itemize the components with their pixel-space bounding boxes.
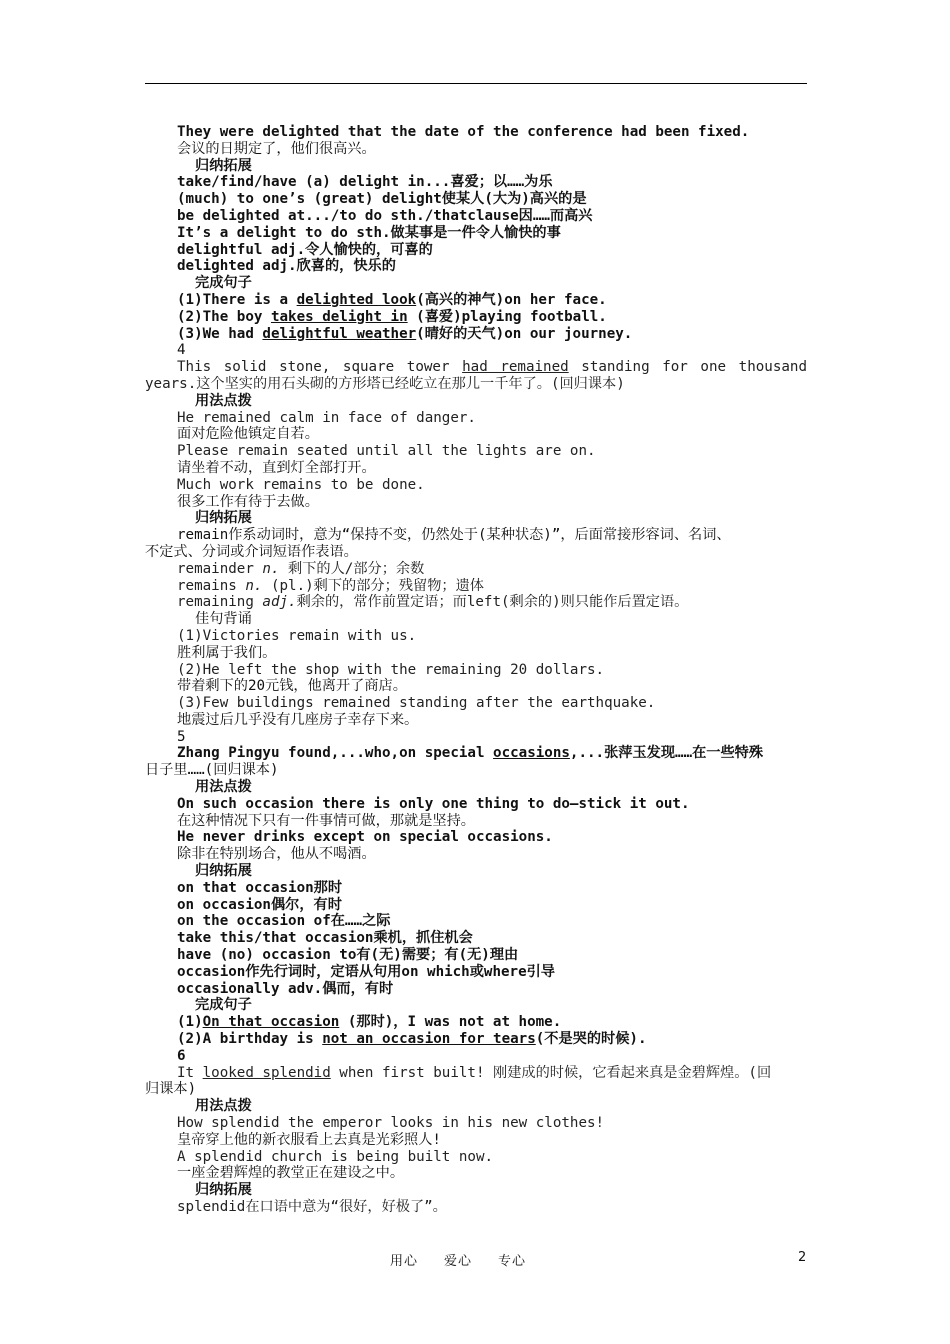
word-entry: remainder n. 剩下的人/部分；余数: [177, 560, 425, 577]
exercise-line: (2)A birthday is not an occasion for tears(不是哭的时候).: [177, 1031, 647, 1048]
footer-motto: [390, 1250, 552, 1269]
usage-line: 一座金碧辉煌的教堂正在建设之中。: [177, 1165, 405, 1182]
summary-heading: 归纳拓展: [195, 1182, 252, 1199]
word-entry: remains n. (pl.)剩下的部分；残留物；遗体: [177, 577, 484, 594]
summary-line: have (no) occasion to有(无)需要；有(无)理由: [177, 947, 519, 964]
summary-line: delightful adj.令人愉快的，可喜的: [177, 241, 433, 258]
memo-line: 胜利属于我们。: [177, 644, 277, 661]
memo-heading: 佳句背诵: [195, 611, 252, 628]
usage-line: 在这种情况下只有一件事情可做，那就是坚持。: [177, 812, 475, 829]
usage-line: He remained calm in face of danger.: [177, 409, 476, 426]
usage-line: 皇帝穿上他的新衣服看上去真是光彩照人!: [177, 1131, 441, 1148]
summary-heading: 归纳拓展: [195, 863, 252, 880]
exercise-line: (1)There is a delighted look(高兴的神气)on her face.: [177, 291, 607, 308]
example-translation: 会议的日期定了，他们很高兴。: [177, 140, 376, 157]
footer-word: 爱心: [444, 1254, 473, 1269]
lead-sentence-cont: 归课本): [145, 1081, 197, 1098]
memo-line: (1)Victories remain with us.: [177, 627, 417, 644]
summary-line: occasion作先行词时，定语从句用on which或where引导: [177, 963, 555, 980]
usage-line: He never drinks except on special occasions.: [177, 829, 553, 846]
answer-blank: had remained: [462, 359, 569, 376]
answer-blank: looked splendid: [202, 1064, 331, 1081]
document-body: [145, 124, 807, 1216]
summary-line: be delighted at.../to do sth./thatclause因……而高兴: [177, 207, 593, 224]
usage-line: On such occasion there is only one thing to do—stick it out.: [177, 795, 690, 812]
section-number: 4: [177, 342, 186, 359]
usage-line: How splendid the emperor looks in his new clothes!: [177, 1115, 605, 1132]
usage-heading: 用法点拨: [195, 1098, 252, 1115]
lead-sentence-cont: years.这个坚实的用石头砌的方形塔已经屹立在那儿一千年了。(回归课本): [145, 375, 625, 392]
complete-heading: 完成句子: [195, 275, 252, 292]
section-number: 6: [177, 1047, 186, 1064]
summary-line: occasionally adv.偶而，有时: [177, 980, 394, 997]
summary-line: on occasion偶尔，有时: [177, 896, 342, 913]
summary-line: splendid在口语中意为“很好，好极了”。: [177, 1199, 447, 1215]
answer-blank: not an occasion for tears: [322, 1031, 536, 1048]
answer-blank: On that occasion: [202, 1014, 340, 1031]
summary-paragraph: remain作系动词时，意为“保持不变，仍然处于(某种状态)”，后面常接形容词、名词、: [177, 527, 731, 544]
lead-sentence-cont: 日子里……(回归课本): [145, 762, 279, 779]
memo-line: 地震过后几乎没有几座房子幸存下来。: [177, 711, 419, 728]
usage-line: Please remain seated until all the lights are on.: [177, 443, 596, 460]
section-number: 5: [177, 728, 186, 745]
lead-sentence: Zhang Pingyu found,...who,on special occasions,...张萍玉发现……在一些特殊: [177, 745, 764, 762]
page-number: 2: [798, 1250, 807, 1265]
summary-line: delighted adj.欣喜的，快乐的: [177, 258, 396, 275]
usage-line: 面对危险他镇定自若。: [177, 426, 319, 443]
answer-blank: delighted look: [296, 291, 417, 308]
example-sentence: They were delighted that the date of the conference had been fixed.: [177, 124, 750, 140]
lead-sentence: It looked splendid when first built! 刚建成的时候，它看起来真是金碧辉煌。(回: [177, 1064, 772, 1081]
memo-line: 带着剩下的20元钱，他离开了商店。: [177, 678, 407, 695]
usage-line: 请坐着不动，直到灯全部打开。: [177, 459, 376, 476]
usage-line: A splendid church is being built now.: [177, 1148, 494, 1165]
complete-heading: 完成句子: [195, 997, 252, 1014]
usage-heading: 用法点拨: [195, 779, 252, 796]
memo-line: (3)Few buildings remained standing after the earthquake.: [177, 695, 656, 712]
exercise-line: (1)On that occasion (那时)，I was not at home.: [177, 1014, 562, 1031]
summary-line: on that occasion那时: [177, 879, 343, 896]
summary-paragraph-cont: 不定式、分词或介词短语作表语。: [145, 543, 358, 560]
summary-line: on the occasion of在……之际: [177, 913, 391, 930]
summary-heading: 归纳拓展: [195, 157, 252, 174]
usage-heading: 用法点拨: [195, 392, 252, 409]
summary-line: take/find/have (a) delight in...喜爱；以……为乐: [177, 174, 553, 191]
summary-line: (much) to one’s (great) delight使某人(大为)高兴的是: [177, 191, 587, 208]
footer-word: 专心: [498, 1254, 527, 1269]
exercise-line: (3)We had delightful weather(晴好的天气)on our journey.: [177, 325, 633, 342]
usage-line: Much work remains to be done.: [177, 476, 425, 493]
header-rule: [145, 83, 807, 84]
word-entry: remaining adj.剩余的，常作前置定语；而left(剩余的)则只能作后置定语。: [177, 594, 689, 611]
answer-blank: takes delight in: [270, 308, 408, 325]
lead-sentence: This solid stone, square tower had remained standing for one thousand: [177, 359, 807, 376]
answer-blank: delightful weather: [262, 325, 417, 342]
usage-line: 除非在特别场合，他从不喝酒。: [177, 846, 376, 863]
answer-blank: occasions: [493, 745, 570, 762]
summary-line: take this/that occasion乘机，抓住机会: [177, 930, 473, 947]
usage-line: 很多工作有待于去做。: [177, 493, 319, 510]
exercise-line: (2)The boy takes delight in (喜爱)playing football.: [177, 308, 607, 325]
summary-heading: 归纳拓展: [195, 510, 252, 527]
memo-line: (2)He left the shop with the remaining 20 dollars.: [177, 661, 605, 678]
summary-line: It’s a delight to do sth.做某事是一件令人愉快的事: [177, 224, 561, 241]
footer-word: 用心: [390, 1254, 419, 1269]
